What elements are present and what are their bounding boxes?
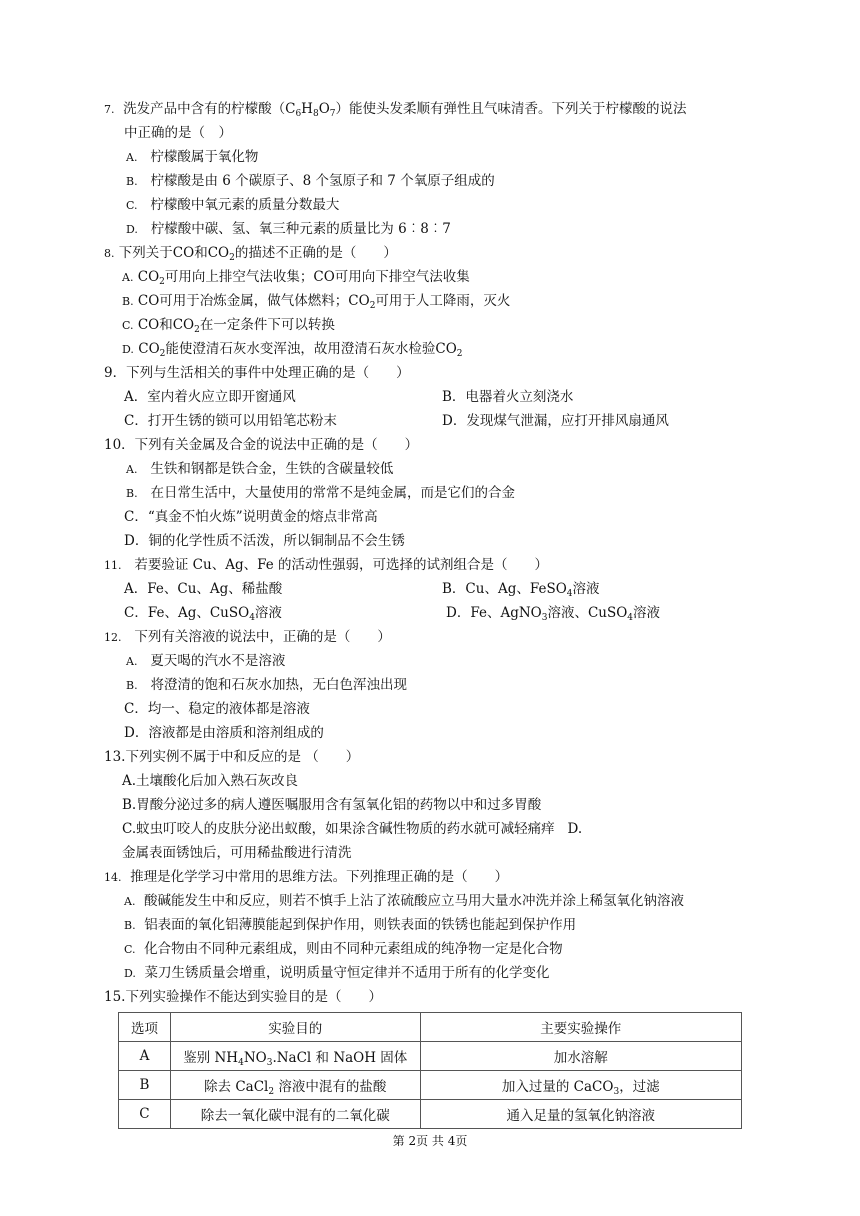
q11-option-d: D．Fe、AgNO$_3$溶液、CuSO$_4$溶液 bbox=[446, 605, 661, 623]
q12-option-c: C．均一、稳定的液体都是溶液 bbox=[124, 701, 310, 717]
question-10-stem: 10．下列有关金属及合金的说法中正确的是（ ） bbox=[104, 437, 419, 453]
q14-option-b: B. 铝表面的氧化铝薄膜能起到保护作用，则铁表面的铁锈也能起到保护作用 bbox=[124, 917, 577, 933]
q9-option-d: D．发现煤气泄漏，应打开排风扇通风 bbox=[442, 413, 669, 429]
q7-option-b: B. 柠檬酸是由 6 个碳原子、8 个氢原子和 7 个氧原子组成的 bbox=[126, 173, 495, 189]
question-8-stem: 8. 下列关于CO和$CO_2$的描述不正确的是（ ） bbox=[104, 245, 397, 263]
q11-option-a: A．Fe、Cu、Ag、稀盐酸 bbox=[124, 581, 283, 597]
q13-option-b: B.胃酸分泌过多的病人遵医嘱服用含有氢氧化铝的药物以中和过多胃酸 bbox=[122, 797, 542, 813]
q8-option-d: D. $CO_2$能使澄清石灰水变浑浊，故用澄清石灰水检验$CO_2$ bbox=[122, 341, 463, 359]
table-cell-option: A bbox=[119, 1042, 171, 1071]
q10-option-d: D．铜的化学性质不活泼，所以铜制品不会生锈 bbox=[124, 533, 405, 549]
q9-option-a: A．室内着火应立即开窗通风 bbox=[124, 389, 296, 405]
q9-option-c: C．打开生锈的锁可以用铅笔芯粉末 bbox=[124, 413, 337, 429]
q11-option-b: B．Cu、Ag、FeSO$_4$溶液 bbox=[442, 581, 600, 599]
q7-option-d: D. 柠檬酸中碳、氢、氧三种元素的质量比为 6︰8︰7 bbox=[126, 221, 451, 237]
table-row bbox=[119, 1071, 742, 1100]
q11-option-c: C．Fe、Ag、CuSO$_4$溶液 bbox=[124, 605, 282, 623]
q8-option-c: C. CO和$CO_2$在一定条件下可以转换 bbox=[122, 317, 335, 335]
q8-option-a: A. $CO_2$可用向上排空气法收集；CO可用向下排空气法收集 bbox=[122, 269, 470, 287]
q12-option-d: D．溶液都是由溶质和溶剂组成的 bbox=[124, 725, 324, 741]
table-header-row bbox=[119, 1013, 742, 1042]
question-13-stem: 13.下列实例不属于中和反应的是 （ ） bbox=[104, 749, 360, 765]
q7-option-c: C. 柠檬酸中氧元素的质量分数最大 bbox=[126, 197, 340, 213]
q13-option-c: C.蚊虫叮咬人的皮肤分泌出蚁酸，如果涂含碱性物质的药水就可减轻痛痒 D. bbox=[122, 821, 583, 837]
q7-option-a: A. 柠檬酸属于氧化物 bbox=[126, 149, 259, 165]
q14-option-d: D. 菜刀生锈质量会增重，说明质量守恒定律并不适用于所有的化学变化 bbox=[124, 965, 550, 981]
table-cell-option: B bbox=[119, 1071, 171, 1100]
q14-option-c: C. 化合物由不同种元素组成，则由不同种元素组成的纯净物一定是化合物 bbox=[124, 941, 563, 957]
q14-option-a: A. 酸碱能发生中和反应，则若不慎手上沾了浓硫酸应立马用大量水冲洗并涂上稀氢氧化钠溶液 bbox=[124, 893, 685, 909]
question-7-stem: 7. 洗发产品中含有的柠檬酸$(C_6H_8O_7)$能使头发柔顺有弹性且气味清香。下列关于柠檬酸的说法 bbox=[104, 101, 687, 119]
question-15-stem: 15.下列实验操作不能达到实验目的是（ ） bbox=[104, 989, 382, 1005]
q12-option-a: A. 夏天喝的汽水不是溶液 bbox=[126, 653, 286, 669]
q8-option-b: B. CO可用于冶炼金属，做气体燃料；$CO_2$可用于人工降雨，灭火 bbox=[122, 293, 511, 311]
q9-option-b: B．电器着火立刻浇水 bbox=[442, 389, 574, 405]
table-cell-operation: 加水溶解 bbox=[420, 1042, 741, 1071]
table-header-cell: 实验目的 bbox=[170, 1013, 420, 1042]
table-header-cell: 主要实验操作 bbox=[420, 1013, 741, 1042]
table-cell-operation: 加入过量的 CaCO$_3$，过滤 bbox=[420, 1071, 741, 1100]
question-11-stem: 11. 若要验证 Cu、Ag、Fe 的活动性强弱，可选择的试剂组合是（ ） bbox=[104, 557, 548, 573]
table-row bbox=[119, 1100, 742, 1129]
table-cell-purpose: 除去一氧化碳中混有的二氧化碳 bbox=[170, 1100, 420, 1129]
table-cell-purpose: 除去 CaCl$_2$ 溶液中混有的盐酸 bbox=[170, 1071, 420, 1100]
table-cell-purpose: 鉴别 $NH_4NO_3.NaCl$ 和 NaOH 固体 bbox=[170, 1042, 420, 1071]
q10-option-a: A. 生铁和钢都是铁合金，生铁的含碳量较低 bbox=[126, 461, 394, 477]
table-header-cell: 选项 bbox=[119, 1013, 171, 1042]
q10-option-c: C．“真金不怕火炼”说明黄金的熔点非常高 bbox=[124, 509, 378, 525]
table-cell-operation: 通入足量的氢氧化钠溶液 bbox=[420, 1100, 741, 1129]
table-row bbox=[119, 1042, 742, 1071]
question-14-stem: 14. 推理是化学学习中常用的思维方法。下列推理正确的是（ ） bbox=[104, 869, 509, 885]
q10-option-b: B. 在日常生活中，大量使用的常常不是纯金属，而是它们的合金 bbox=[126, 485, 515, 501]
q13-option-a: A.土壤酸化后加入熟石灰改良 bbox=[122, 773, 299, 789]
page-footer: 第 2页 共 4页 bbox=[392, 1134, 468, 1148]
q12-option-b: B. 将澄清的饱和石灰水加热，无白色浑浊出现 bbox=[126, 677, 407, 693]
experiment-table bbox=[118, 1012, 742, 1129]
question-7-stem-cont: 中正确的是（ ） bbox=[124, 125, 232, 141]
table-cell-option: C bbox=[119, 1100, 171, 1129]
q13-option-d: 金属表面锈蚀后，可用稀盐酸进行清洗 bbox=[122, 845, 352, 861]
question-12-stem: 12. 下列有关溶液的说法中，正确的是（ ） bbox=[104, 629, 391, 645]
q13-option-d-label: D. bbox=[567, 821, 583, 837]
question-9-stem: 9．下列与生活相关的事件中处理正确的是（ ） bbox=[104, 365, 410, 381]
